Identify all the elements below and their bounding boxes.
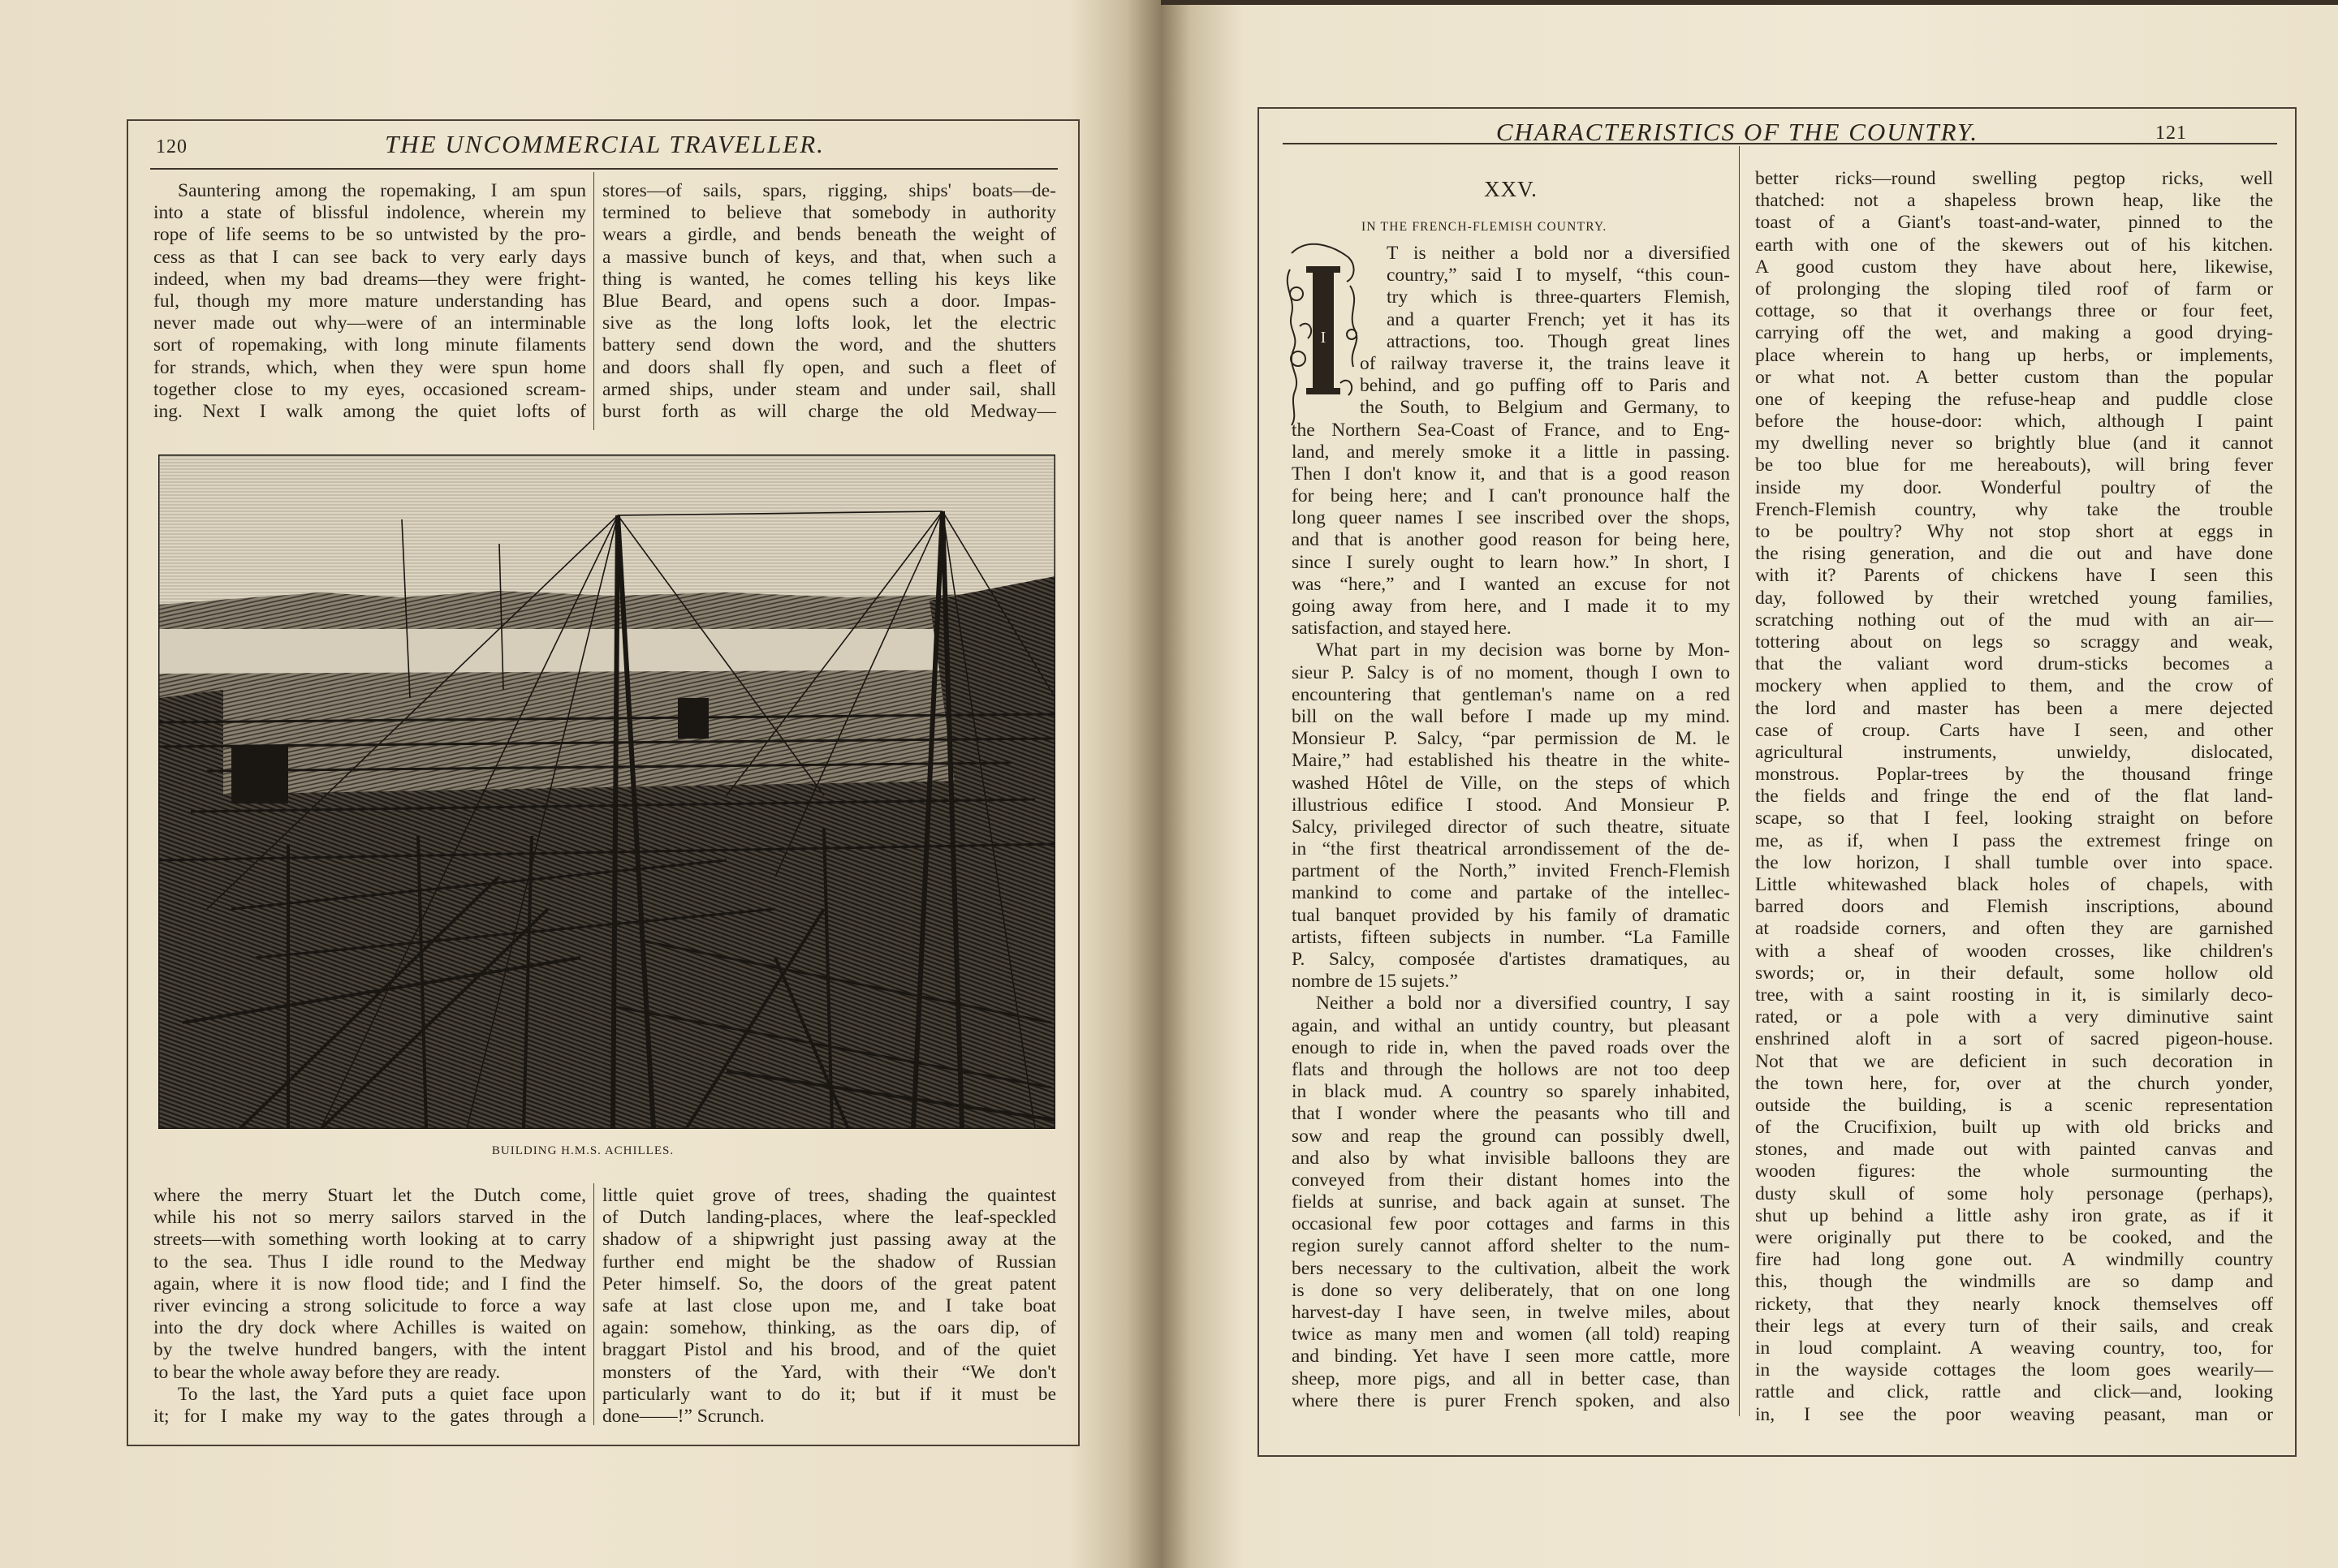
text-line: to be poultry? Why not stop short at eggs in xyxy=(1755,521,2273,542)
text-line: enough to ride in, when the paved roads over the xyxy=(1292,1036,1730,1058)
text-line: again, and withal an untidy country, but pleasant xyxy=(1292,1014,1730,1036)
text-line: into the dry dock where Achilles is waited on xyxy=(153,1317,586,1339)
text-line: braggart Pistol and his brood, and of the quiet xyxy=(602,1339,1056,1361)
text-line: to bear the whole away before they are ready. xyxy=(153,1361,501,1383)
text-line: P. Salcy, composée d'artistes dramatiques, au xyxy=(1292,949,1730,970)
text-line: ing. Next I walk among the quiet lofts of xyxy=(153,400,586,422)
text-line: To the last, the Yard puts a quiet face upon xyxy=(178,1383,586,1405)
text-line: Maire,” had established his theatre in the white- xyxy=(1292,750,1730,772)
text-line: monstrous. Poplar-trees by the thousand fringe xyxy=(1755,764,2273,786)
text-line: again: somehow, thinking, as the oars dip, of xyxy=(602,1317,1056,1339)
text-line: with a sheaf of wooden crosses, like children's xyxy=(1755,940,2273,962)
text-line: mankind to come and partake of the intellec- xyxy=(1292,882,1730,904)
text-line: armed ships, under steam and under sail, shall xyxy=(602,378,1056,400)
text-line: dusty skull of some holy personage (perhaps), xyxy=(1755,1182,2273,1204)
text-line: satisfaction, and stayed here. xyxy=(1292,618,1512,640)
text-line: to the sea. Thus I idle round to the Medway xyxy=(153,1251,586,1273)
text-line: fire had long gone out. A windmilly country xyxy=(1755,1249,2273,1271)
text-line: French-Flemish country, why take the trouble xyxy=(1755,498,2273,520)
text-line: region surely cannot afford shelter to the num- xyxy=(1292,1235,1730,1257)
text-line: going away from here, and I made it to my xyxy=(1292,596,1730,617)
text-line: harvest-day I have seen, in twelve miles, about xyxy=(1292,1302,1730,1323)
text-line: shut up behind a little ashy iron grate, as if it xyxy=(1755,1204,2273,1226)
text-line: nombre de 15 sujets.” xyxy=(1292,971,1458,993)
text-line: Then I don't know it, and that is a good reason xyxy=(1292,463,1730,485)
text-line: particularly want to do it; but if it must be xyxy=(602,1383,1056,1405)
text-line: me, as if, when I pass the extremest fringe on xyxy=(1755,829,2273,851)
text-line: Peter himself. So, the doors of the great patent xyxy=(602,1273,1056,1294)
text-line: place wherein to hang up herbs, or implements, xyxy=(1755,344,2273,366)
text-line: be too blue for me hereabouts), will bring fever xyxy=(1755,454,2273,476)
text-line: try which is three-quarters Flemish, xyxy=(1387,286,1730,308)
text-line: case of croup. Carts have I seen, and other xyxy=(1755,719,2273,741)
text-line: of prolonging the sloping tiled roof of farm or xyxy=(1755,278,2273,299)
text-line: bill on the wall before I made up my mind. xyxy=(1292,705,1730,727)
text-line: sieur P. Salcy is of no moment, though I own to xyxy=(1292,661,1730,683)
text-line: barred doors and Flemish inscriptions, abound xyxy=(1755,896,2273,918)
text-line: wears a girdle, and bends beneath the weight of xyxy=(602,224,1056,246)
right-header-rule xyxy=(1283,143,2277,144)
text-line: streets—with something worth looking at to carry xyxy=(153,1229,586,1251)
text-line: occasional few poor cottages and farms in this xyxy=(1292,1213,1730,1235)
text-line: Sauntering among the ropemaking, I am spun xyxy=(178,180,586,201)
text-line: the low horizon, I shall tumble over into space. xyxy=(1755,851,2273,873)
text-line: inside my door. Wonderful poultry of the xyxy=(1755,476,2273,498)
text-line: in loud complaint. A weaving country, too, for xyxy=(1755,1337,2273,1359)
left-bottom-column-divider xyxy=(593,1183,594,1425)
left-bottom-column-2 xyxy=(602,1185,1056,1428)
text-line: ful, though my more mature understanding has xyxy=(153,290,586,312)
text-line: toast of a Giant's toast-and-water, pinned to the xyxy=(1755,212,2273,234)
text-line: tottering about on legs so scraggy and weak, xyxy=(1755,631,2273,653)
text-line: of Dutch landing-places, where the leaf-speckled xyxy=(602,1207,1056,1229)
left-bottom-column-1 xyxy=(153,1185,586,1428)
text-line: sheep, more pigs, and all in better case, than xyxy=(1292,1368,1730,1389)
chapter-number: XXV. xyxy=(1484,177,1538,201)
text-line: earth with one of the skewers out of his kitchen. xyxy=(1755,234,2273,256)
text-line: flats and through the hollows are not too deep xyxy=(1292,1058,1730,1080)
text-line: What part in my decision was borne by Mon- xyxy=(1316,640,1730,661)
text-line: carrying off the wet, and making a good drying- xyxy=(1755,322,2273,344)
text-line: agricultural instruments, unwieldy, dislocated, xyxy=(1755,741,2273,763)
text-line: bers necessary to the cultivation, albeit the work xyxy=(1292,1257,1730,1279)
text-line: were originally put there to be cooked, and the xyxy=(1755,1227,2273,1248)
text-line: the town here, for, over at the church yonder, xyxy=(1755,1072,2273,1094)
text-line: the Northern Sea-Coast of France, and to Eng- xyxy=(1292,419,1730,441)
text-line: the fields and fringe the end of the flat land- xyxy=(1755,786,2273,808)
text-line: in black mud. A country so sparely inhabited, xyxy=(1292,1081,1730,1103)
text-line: of railway traverse it, the trains leave it xyxy=(1360,352,1730,374)
text-line: this, though the windmills are so damp and xyxy=(1755,1271,2273,1293)
text-line: further end might be the shadow of Russian xyxy=(602,1251,1056,1273)
text-line: monsters of the Yard, with their “We don't xyxy=(602,1361,1056,1383)
text-line: country,” said I to myself, “this coun- xyxy=(1387,265,1730,286)
text-line: long queer names I see inscribed over the shops, xyxy=(1292,507,1730,529)
left-top-column-1 xyxy=(153,180,586,423)
text-line: land, and merely smoke it a little in passing. xyxy=(1292,441,1730,463)
text-line: scratching nothing out of the mud with an air— xyxy=(1755,609,2273,631)
text-line: termined to believe that somebody in authority xyxy=(602,202,1056,224)
text-line: and doors shall fly open, and such a fleet of xyxy=(602,356,1056,378)
left-top-column-divider xyxy=(593,172,594,430)
text-line: for strands, which, when they were spun home xyxy=(153,356,586,378)
text-line: where there is purer French spoken, and also xyxy=(1292,1389,1730,1411)
text-line: Salcy, privileged director of such theatre, situate xyxy=(1292,816,1730,838)
text-line: swords; or, in their default, some hollow old xyxy=(1755,962,2273,984)
text-line: and a quarter French; yet it has its xyxy=(1387,308,1730,330)
text-line: conveyed from their distant homes into the xyxy=(1292,1169,1730,1191)
text-line: again, where it is now flood tide; and I find the xyxy=(153,1273,586,1294)
text-line: fields at sunrise, and back again at sunset. The xyxy=(1292,1191,1730,1213)
text-line: cess as that I can see back to very early days xyxy=(153,246,586,268)
text-line: partment of the North,” invited French-Flemish xyxy=(1292,860,1730,882)
text-line: mockery when applied to them, and the crow of xyxy=(1755,675,2273,697)
left-running-head: THE UNCOMMERCIAL TRAVELLER. xyxy=(385,130,825,158)
text-line: by the twelve hundred bangers, with the intent xyxy=(153,1339,586,1361)
text-line: rattle and click, rattle and click—and, looking xyxy=(1755,1381,2273,1403)
illustration-caption: BUILDING H.M.S. ACHILLES. xyxy=(491,1144,675,1157)
page-top-edge xyxy=(1161,0,2338,5)
text-line: indeed, when my bad dreams—they were fright- xyxy=(153,268,586,290)
right-column-2 xyxy=(1755,168,2273,1426)
text-line: sive as the long lofts look, let the electric xyxy=(602,312,1056,334)
text-line: Monsieur P. Salcy, “par permission de M. le xyxy=(1292,728,1730,750)
text-line: sow and reap the ground can possibly dwell, xyxy=(1292,1125,1730,1147)
text-line: in the wayside cottages the loom goes wearily— xyxy=(1755,1359,2273,1381)
text-line: rated, or a pole with a very diminutive saint xyxy=(1755,1006,2273,1028)
text-line: was “here,” and I wanted an excuse for not xyxy=(1292,573,1730,595)
text-line: Blue Beard, and opens such a door. Impas- xyxy=(602,290,1056,312)
text-line: and that is another good reason for being here, xyxy=(1292,529,1730,551)
text-line: that I wonder where the peasants who till and xyxy=(1292,1103,1730,1125)
text-line: little quiet grove of trees, shading the quaintest xyxy=(602,1185,1056,1206)
text-line: outside the building, is a scenic representation xyxy=(1755,1094,2273,1116)
text-line: Not that we are deficient in such decoration in xyxy=(1755,1050,2273,1072)
text-line: the lord and master has been a mere dejected xyxy=(1755,697,2273,719)
text-line: better ricks—round swelling pegtop ricks, well xyxy=(1755,168,2273,189)
text-line: A good custom they have about here, likewise, xyxy=(1755,256,2273,278)
illustration-building-achilles xyxy=(158,454,1055,1129)
text-line: my dwelling never so brightly blue (and it cannot xyxy=(1755,433,2273,454)
text-line: in “the first theatrical arrondissement of the de- xyxy=(1292,838,1730,860)
text-line: day, followed by their wretched young families, xyxy=(1755,587,2273,609)
text-line: rope of life seems to be so untwisted by the pro- xyxy=(153,224,586,246)
text-line: encountering that gentleman's name on a red xyxy=(1292,683,1730,705)
text-line: the rising generation, and die out and have done xyxy=(1755,543,2273,565)
text-line: and also by what invisible balloons they are xyxy=(1292,1147,1730,1169)
text-line: with it? Parents of chickens have I seen this xyxy=(1755,565,2273,587)
text-line: safe at last close upon me, and I take boat xyxy=(602,1294,1056,1316)
text-line: never made out why—were of an interminable xyxy=(153,312,586,334)
text-line: into a state of blissful indolence, wherein my xyxy=(153,202,586,224)
text-line: for being here; and I can't pronounce half the xyxy=(1292,485,1730,507)
text-line: illustrious edifice I stood. And Monsieur P. xyxy=(1292,794,1730,816)
text-line: cottage, so that it overhangs three or four feet, xyxy=(1755,300,2273,322)
chapter-title: IN THE FRENCH-FLEMISH COUNTRY. xyxy=(1361,220,1607,234)
text-line: attractions, too. Though great lines xyxy=(1387,330,1730,352)
right-page-number: 121 xyxy=(2155,123,2187,144)
text-line: rickety, that they nearly knock themselves off xyxy=(1755,1293,2273,1315)
right-column-1 xyxy=(1292,243,1730,1412)
right-running-head: CHARACTERISTICS OF THE COUNTRY. xyxy=(1495,118,1979,146)
text-line: stores—of sails, spars, rigging, ships' boats—de- xyxy=(602,180,1056,201)
text-line: burst forth as will charge the old Medway— xyxy=(602,400,1056,422)
left-header-rule xyxy=(150,168,1058,170)
text-line: enshrined aloft in a sort of sacred pigeon-house. xyxy=(1755,1028,2273,1050)
text-line: thing is wanted, he comes telling his keys like xyxy=(602,268,1056,290)
text-line: the South, to Belgium and Germany, to xyxy=(1360,397,1730,419)
text-line: of the Crucifixion, built up with old bricks and xyxy=(1755,1117,2273,1139)
text-line: since I surely ought to learn how.” In short, I xyxy=(1292,551,1730,573)
text-line: that the valiant word drum-sticks becomes a xyxy=(1755,653,2273,675)
text-line: done——!” Scrunch. xyxy=(602,1405,765,1427)
text-line: battery send down the word, and the shutters xyxy=(602,334,1056,356)
text-line: together close to my eyes, occasioned scream- xyxy=(153,378,586,400)
left-page-number: 120 xyxy=(156,136,188,157)
text-line: wooden figures: the whole surmounting the xyxy=(1755,1161,2273,1182)
text-line: and binding. Yet have I seen more cattle, more xyxy=(1292,1346,1730,1368)
text-line: while his not so merry sailors starved in the xyxy=(153,1207,586,1229)
text-line: before the house-door: which, although I paint xyxy=(1755,411,2273,433)
text-line: river evincing a strong solicitude to force a way xyxy=(153,1294,586,1316)
text-line: tree, with a saint roosting in it, is similarly deco- xyxy=(1755,984,2273,1006)
text-line: tual banquet provided by his family of dramatic xyxy=(1292,904,1730,926)
text-line: where the merry Stuart let the Dutch come, xyxy=(153,1185,586,1206)
text-line: one of keeping the refuse-heap and puddle close xyxy=(1755,388,2273,410)
text-line: Neither a bold nor a diversified country, I say xyxy=(1316,993,1730,1014)
text-line: in, I see the poor weaving peasant, man or xyxy=(1755,1403,2273,1425)
text-line: thatched: not a shapeless brown heap, like the xyxy=(1755,190,2273,212)
text-line: their legs at every turn of their sails, and creak xyxy=(1755,1315,2273,1337)
text-line: it; for I make my way to the gates through a xyxy=(153,1405,586,1427)
text-line: shadow of a shipwright just passing away at the xyxy=(602,1229,1056,1251)
text-line: T is neither a bold nor a diversified xyxy=(1387,243,1730,264)
text-line: scape, so that I feel, looking straight on before xyxy=(1755,808,2273,829)
drop-cap-letter: I xyxy=(1320,329,1326,347)
text-line: behind, and go puffing off to Paris and xyxy=(1360,375,1730,397)
text-line: or what not. A better custom than the popular xyxy=(1755,366,2273,388)
text-line: twice as many men and women (all told) reaping xyxy=(1292,1324,1730,1346)
text-line: Little whitewashed black holes of chapels, with xyxy=(1755,874,2273,895)
text-line: stones, and made out with painted canvas and xyxy=(1755,1139,2273,1161)
left-top-column-2 xyxy=(602,180,1056,423)
right-column-divider xyxy=(1739,146,1740,1416)
text-line: at roadside corners, and often they are garnished xyxy=(1755,918,2273,940)
text-line: artists, fifteen subjects in number. “La Famille xyxy=(1292,926,1730,948)
text-line: sort of ropemaking, with long minute filaments xyxy=(153,334,586,356)
text-line: washed Hôtel de Ville, on the steps of which xyxy=(1292,772,1730,794)
text-line: a massive bunch of keys, and that, when such a xyxy=(602,246,1056,268)
text-line: is done so very deliberately, that on one long xyxy=(1292,1279,1730,1301)
